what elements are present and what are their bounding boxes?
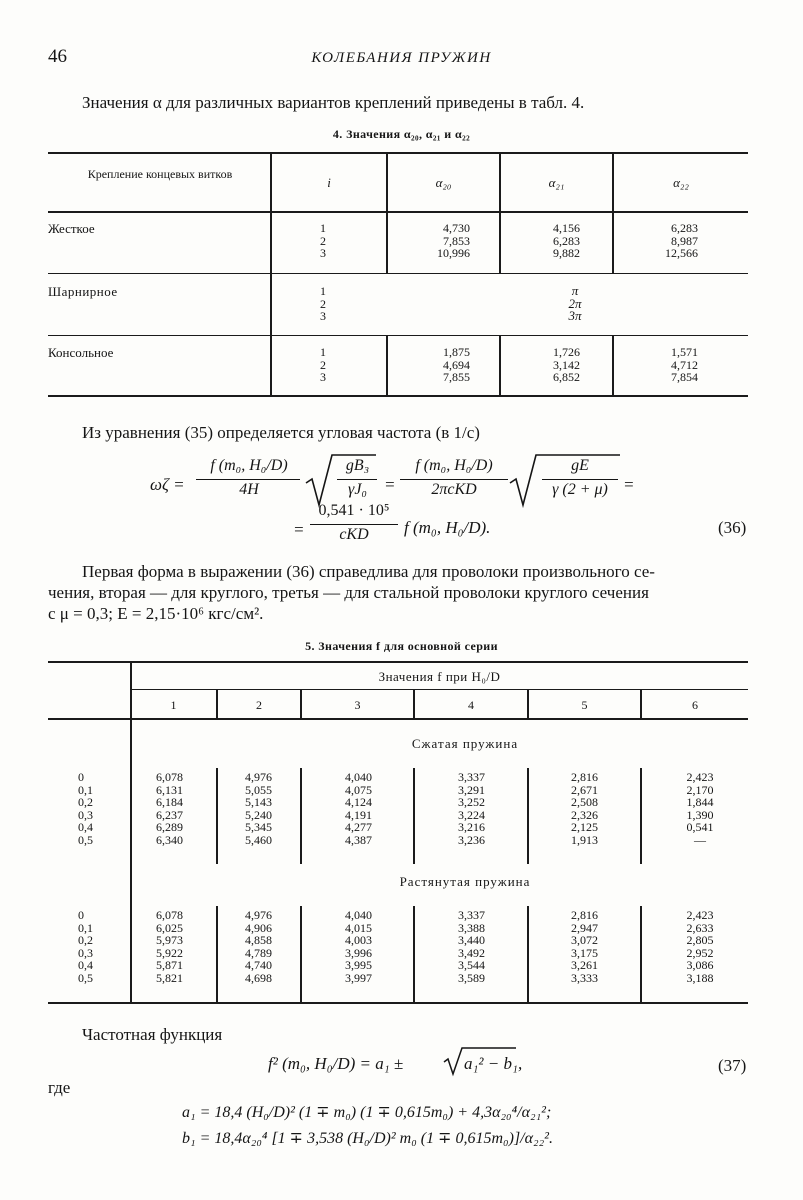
t5-v3-a	[413, 768, 415, 864]
freq-function-label: Частотная функция	[82, 1025, 223, 1044]
t5s1-c1: 6,078 6,131 6,184 6,237 6,289 6,340	[156, 770, 183, 847]
table5-col-4: 4	[468, 698, 474, 712]
table5-top-rule	[48, 661, 748, 663]
table4-hinged-i: 1 2 3	[320, 284, 326, 323]
table5-col-2: 2	[256, 698, 262, 712]
t5-v4-a	[527, 768, 529, 864]
table5-col-1: 1	[170, 698, 177, 712]
page-number: 46	[48, 46, 67, 67]
table5-group-header: Значения f при H₀/D	[378, 669, 501, 684]
table4-cantilever-a20: 1,875 4,694 7,855	[443, 345, 470, 384]
table5-section-compressed: Сжатая пружина	[411, 736, 519, 751]
table4-rigid-a22: 6,283 8,987 12,566	[665, 221, 698, 260]
table5-col-6: 6	[692, 698, 698, 712]
table4-header-a22: α₂₂	[673, 175, 689, 190]
table5-col-5: 5	[581, 698, 588, 712]
eq36-number: (36)	[718, 518, 747, 537]
eq36-frac3-bar	[310, 524, 398, 525]
t5s2-c5: 2,816 2,947 3,072 3,175 3,261 3,333	[571, 908, 598, 985]
t5-v1-b	[216, 906, 218, 1002]
eq36-frac2-den: 2πcKD	[431, 481, 477, 498]
t5s2-m0: 0 0,1 0,2 0,3 0,4 0,5	[78, 908, 93, 985]
table4-row-cantilever: Консольное	[48, 345, 114, 360]
running-head: КОЛЕБАНИЯ ПРУЖИН	[311, 50, 492, 66]
table4-cantilever-i: 1 2 3	[320, 345, 326, 384]
eq36-frac1-bar	[196, 479, 300, 480]
table4-rigid-a21: 4,156 6,283 9,882	[553, 221, 580, 260]
eq36-line2-equals: =	[293, 520, 305, 539]
t5-v3-b	[413, 906, 415, 1002]
table4-hinged-merged: π 2π 3π	[568, 283, 582, 323]
table4-header-fastening: Крепление концевых витков	[87, 167, 233, 181]
table4-row-rule-1	[48, 273, 748, 274]
table4-vline-2b	[386, 336, 388, 395]
table4-row-hinged: Шарнирное	[48, 284, 118, 299]
table4-rigid-a20: 4,730 7,853 10,996	[437, 221, 470, 260]
eq36-equals-2: =	[623, 475, 635, 494]
t5s1-m0: 0 0,1 0,2 0,3 0,4 0,5	[78, 770, 93, 847]
table5-section-extended: Растянутая пружина	[399, 874, 531, 889]
table4-cantilever-a21: 1,726 3,142 6,852	[553, 345, 580, 384]
t5s2-c1: 6,078 6,025 5,973 5,922 5,871 5,821	[156, 908, 183, 985]
eq36-sqrt1-num: gB₃	[345, 457, 370, 474]
eq37-radicand: a₁² − b₁	[464, 1054, 518, 1073]
t5s2-c4: 3,337 3,388 3,440 3,492 3,544 3,589	[458, 908, 485, 985]
t5-v5-a	[640, 768, 642, 864]
table5-col-3: 3	[354, 698, 361, 712]
eq36-frac1-den: 4H	[239, 481, 259, 498]
table4-vline-2a	[386, 153, 388, 274]
table4-header-a20: α₂₀	[435, 175, 452, 190]
table4-bottom-rule	[48, 395, 748, 397]
eq37-tail: ,	[518, 1054, 523, 1073]
para36-line3: с μ = 0,3; E = 2,15·10⁶ кгс/см².	[48, 604, 264, 623]
table4-vline-4a	[612, 153, 614, 274]
eq36-frac3-num: 0,541 · 10⁵	[318, 502, 390, 519]
t5-v1-a	[216, 768, 218, 864]
table4-vline-4b	[612, 336, 614, 395]
t5s2-c2: 4,976 4,906 4,858 4,789 4,740 4,698	[245, 908, 272, 985]
t5-v2-a	[300, 768, 302, 864]
table4-header-rule	[48, 211, 748, 213]
t5s1-c6: 2,423 2,170 1,844 1,390 0,541 —	[686, 770, 714, 847]
intro-paragraph: Значения α для различных вариантов креплений приведены в табл. 4.	[82, 93, 585, 112]
table4-row-rigid: Жесткое	[48, 221, 95, 236]
table5-header-rule	[48, 718, 748, 720]
eq36-line2-tail: f (m₀, H₀/D).	[404, 518, 491, 537]
b1-formula: b₁ = 18,4α₂₀⁴ [1 ∓ 3,538 (H₀/D)² m₀ (1 ∓ 0,615m₀)]/α₂₂².	[182, 1130, 553, 1147]
t5-v2-b	[300, 906, 302, 1002]
t5s1-c2: 4,976 5,055 5,143 5,240 5,345 5,460	[245, 770, 272, 847]
para36-line1: Первая форма в выражении (36) справедлива для проволоки произвольного се-	[82, 562, 655, 581]
eq36-sqrt1-den: γJ₀	[348, 481, 367, 498]
table4-caption: 4. Значения α₂₀, α₂₁ и α₂₂	[332, 127, 471, 141]
t5-v4-b	[527, 906, 529, 1002]
where-label: где	[48, 1078, 71, 1097]
table4-cantilever-a22: 1,571 4,712 7,854	[671, 345, 698, 384]
table5-group-rule	[131, 689, 748, 690]
t5s1-c3: 4,040 4,075 4,124 4,191 4,277 4,387	[345, 770, 372, 847]
eq36-frac1-num: f (m₀, H₀/D)	[210, 457, 288, 474]
eq36-sqrt2-bar	[542, 479, 618, 480]
table5-stub-vline	[130, 720, 132, 1002]
t5s2-c3: 4,040 4,015 4,003 3,996 3,995 3,997	[345, 908, 372, 985]
eq36-sqrt2-num: gE	[571, 457, 589, 474]
table4-vline-3b	[499, 336, 501, 395]
table4-header-i: i	[327, 175, 331, 190]
t5s1-c5: 2,816 2,671 2,508 2,326 2,125 1,913	[571, 770, 598, 847]
eq37-number: (37)	[718, 1056, 747, 1075]
table5-caption: 5. Значения f для основной серии	[305, 639, 498, 653]
table4-rigid-i: 1 2 3	[320, 221, 326, 260]
eq36-frac2-num: f (m₀, H₀/D)	[415, 457, 493, 474]
table4-header-a21: α₂₁	[548, 175, 565, 190]
table5-bottom-rule	[48, 1002, 748, 1004]
eq37-lhs: f² (m₀, H₀/D) = a₁ ±	[268, 1054, 404, 1073]
eq36-sqrt2-den: γ (2 + μ)	[552, 481, 608, 498]
table4-vline-1	[270, 153, 272, 395]
eq36-sqrt1-bar	[337, 479, 377, 480]
eq36-frac3-den: cKD	[339, 526, 369, 543]
para36-line2: чения, вторая — для круглого, третья — для стальной проволоки круглого сечения	[48, 583, 649, 602]
t5-v5-b	[640, 906, 642, 1002]
t5s2-c6: 2,423 2,633 2,805 2,952 3,086 3,188	[686, 908, 714, 985]
table4-top-rule	[48, 152, 748, 154]
eq36-frac2-bar	[400, 479, 508, 480]
t5s1-c4: 3,337 3,291 3,252 3,224 3,216 3,236	[458, 770, 485, 847]
table4-vline-3a	[499, 153, 501, 274]
eq36-lhs: ωζ =	[150, 475, 185, 494]
eq36-equals-1: =	[384, 475, 396, 494]
a1-formula: a₁ = 18,4 (H₀/D)² (1 ∓ m₀) (1 ∓ 0,615m₀) + 4,3α₂₀⁴/α₂₁²;	[182, 1104, 552, 1121]
table4-row-rule-2	[48, 335, 748, 336]
eq35-paragraph: Из уравнения (35) определяется угловая частота (в 1/с)	[82, 423, 480, 442]
